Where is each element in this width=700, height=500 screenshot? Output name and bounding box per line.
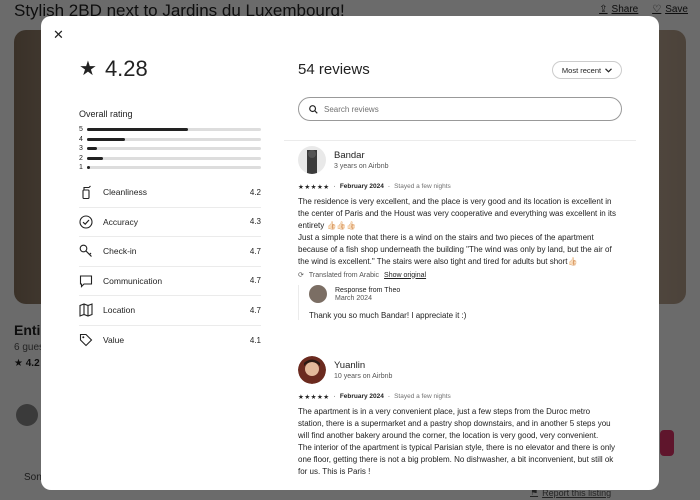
search-icon [309,105,318,114]
translate-icon: ⟳ [298,272,304,279]
histogram-bar-track [87,157,261,160]
close-button[interactable] [53,28,67,42]
reviewer-avatar[interactable] [298,356,326,384]
spray-bottle-icon [79,185,93,199]
category-rating-communication [79,267,261,297]
histogram-bar-fill [87,128,188,131]
chevron-down-icon [605,68,612,73]
histogram-bar-fill [87,157,103,160]
histogram-row [79,154,261,164]
review-text: The residence is very excellent, and the place is very good and its location is excellent in the center of Paris and the Houst was very cooperative and everything was excellent in its entirety 👍🏻👍🏻👍🏻 Just a simple note that there is a wind on the stairs and two pieces of the apartment because of a fish shop underneath the building "The wind was only by land, but the air of the wind is excellent." The stairs were also tight and tired for adults but short👍🏻 [298,197,616,266]
category-rating-cleanliness [79,178,261,208]
reviewer-avatar[interactable] [298,146,326,174]
category-value: 4.2 [249,187,261,197]
host-response-header [309,285,618,303]
translation-note [298,271,618,279]
histogram-star-count: 4 [79,135,83,143]
overall-score-value: 4.28 [104,56,148,81]
reviewer-tenure: 3 years on Airbnb [334,163,389,170]
separator-dot: · [387,183,391,190]
key-icon [79,244,93,258]
overall-rating-label: Overall rating [79,109,133,119]
category-value: 4.3 [249,217,261,227]
chat-bubble-icon [79,274,93,288]
close-icon: ✕ [53,27,64,42]
histogram-row [79,125,261,135]
histogram-bar-track [87,138,261,141]
histogram-row [79,163,261,173]
sort-label: Most recent [561,65,602,75]
histogram-bar-track [87,147,261,150]
category-label: Accuracy [103,216,138,227]
host-avatar[interactable] [309,285,327,303]
sort-dropdown[interactable] [552,61,622,79]
histogram-star-count: 2 [79,154,83,162]
divider [284,140,636,141]
reviews-count-title: 54 reviews [298,61,370,78]
category-rating-value [79,326,261,356]
category-rating-location [79,296,261,326]
translated-from-label: Translated from Arabic [308,271,380,279]
host-response [298,285,618,320]
reviewer-name: Bandar [334,150,365,161]
review-date: February 2024 [339,183,384,190]
separator-dot: · [387,393,391,400]
category-value: 4.7 [249,246,261,256]
response-date: March 2024 [335,294,372,302]
review-stay-length: Stayed a few nights [394,393,451,400]
rating-histogram [79,125,261,173]
response-text: Thank you so much Bandar! I appreciate it :) [309,311,467,320]
category-label: Cleanliness [103,187,147,198]
review-stars: ★★★★★ [298,184,330,191]
histogram-star-count: 1 [79,164,83,172]
reviewer-tenure: 10 years on Airbnb [334,373,393,380]
review-rating-line [298,183,618,191]
category-value: 4.7 [249,305,261,315]
category-rating-check-in [79,237,261,267]
category-label: Check-in [103,246,137,257]
category-label: Location [103,305,136,316]
histogram-star-count: 3 [79,145,83,153]
show-original-link[interactable]: Show original [384,271,427,279]
category-value: 4.7 [249,276,261,286]
histogram-bar-track [87,128,261,131]
category-label: Communication [103,275,163,286]
search-reviews-box[interactable] [298,97,622,121]
category-label: Value [103,335,125,346]
response-from-label: Response from Theo [335,286,401,294]
histogram-row [79,135,261,145]
histogram-star-count: 5 [79,126,83,134]
separator-dot: · [333,393,336,400]
category-value: 4.1 [249,335,261,345]
search-reviews-input[interactable] [324,105,604,114]
review-text: The apartment is in a very convenient place, just a few steps from the Duroc metro station, there is a supermarket and a pastry shop downstairs, and in another 5 steps you will find another bakery around the corner, the location is very good, very convenient. The interior of the apartment is typical Parisian style, there is no elevator and there is only one floor, getting there is not a big problem. No dishwasher, a bit inconvenient, but still ok for us. This is Paris ! [298,407,616,476]
category-rating-accuracy [79,208,261,238]
star-icon: ★ [79,58,97,80]
overall-score [79,56,148,82]
tag-icon [79,333,93,347]
histogram-row [79,144,261,154]
review-header [298,146,618,174]
reviews-modal [41,16,659,490]
review-stars: ★★★★★ [298,394,330,401]
review-rating-line [298,393,618,401]
category-ratings [79,178,261,355]
review-header [298,356,618,384]
histogram-bar-track [87,166,261,169]
histogram-bar-fill [87,166,90,169]
reviewer-name: Yuanlin [334,360,366,371]
review-item [298,146,618,320]
review-date: February 2024 [339,393,384,400]
separator-dot: · [333,183,336,190]
review-item [298,356,618,478]
histogram-bar-fill [87,147,97,150]
review-stay-length: Stayed a few nights [394,183,451,190]
map-icon [79,303,93,317]
check-circle-icon [79,215,93,229]
histogram-bar-fill [87,138,125,141]
